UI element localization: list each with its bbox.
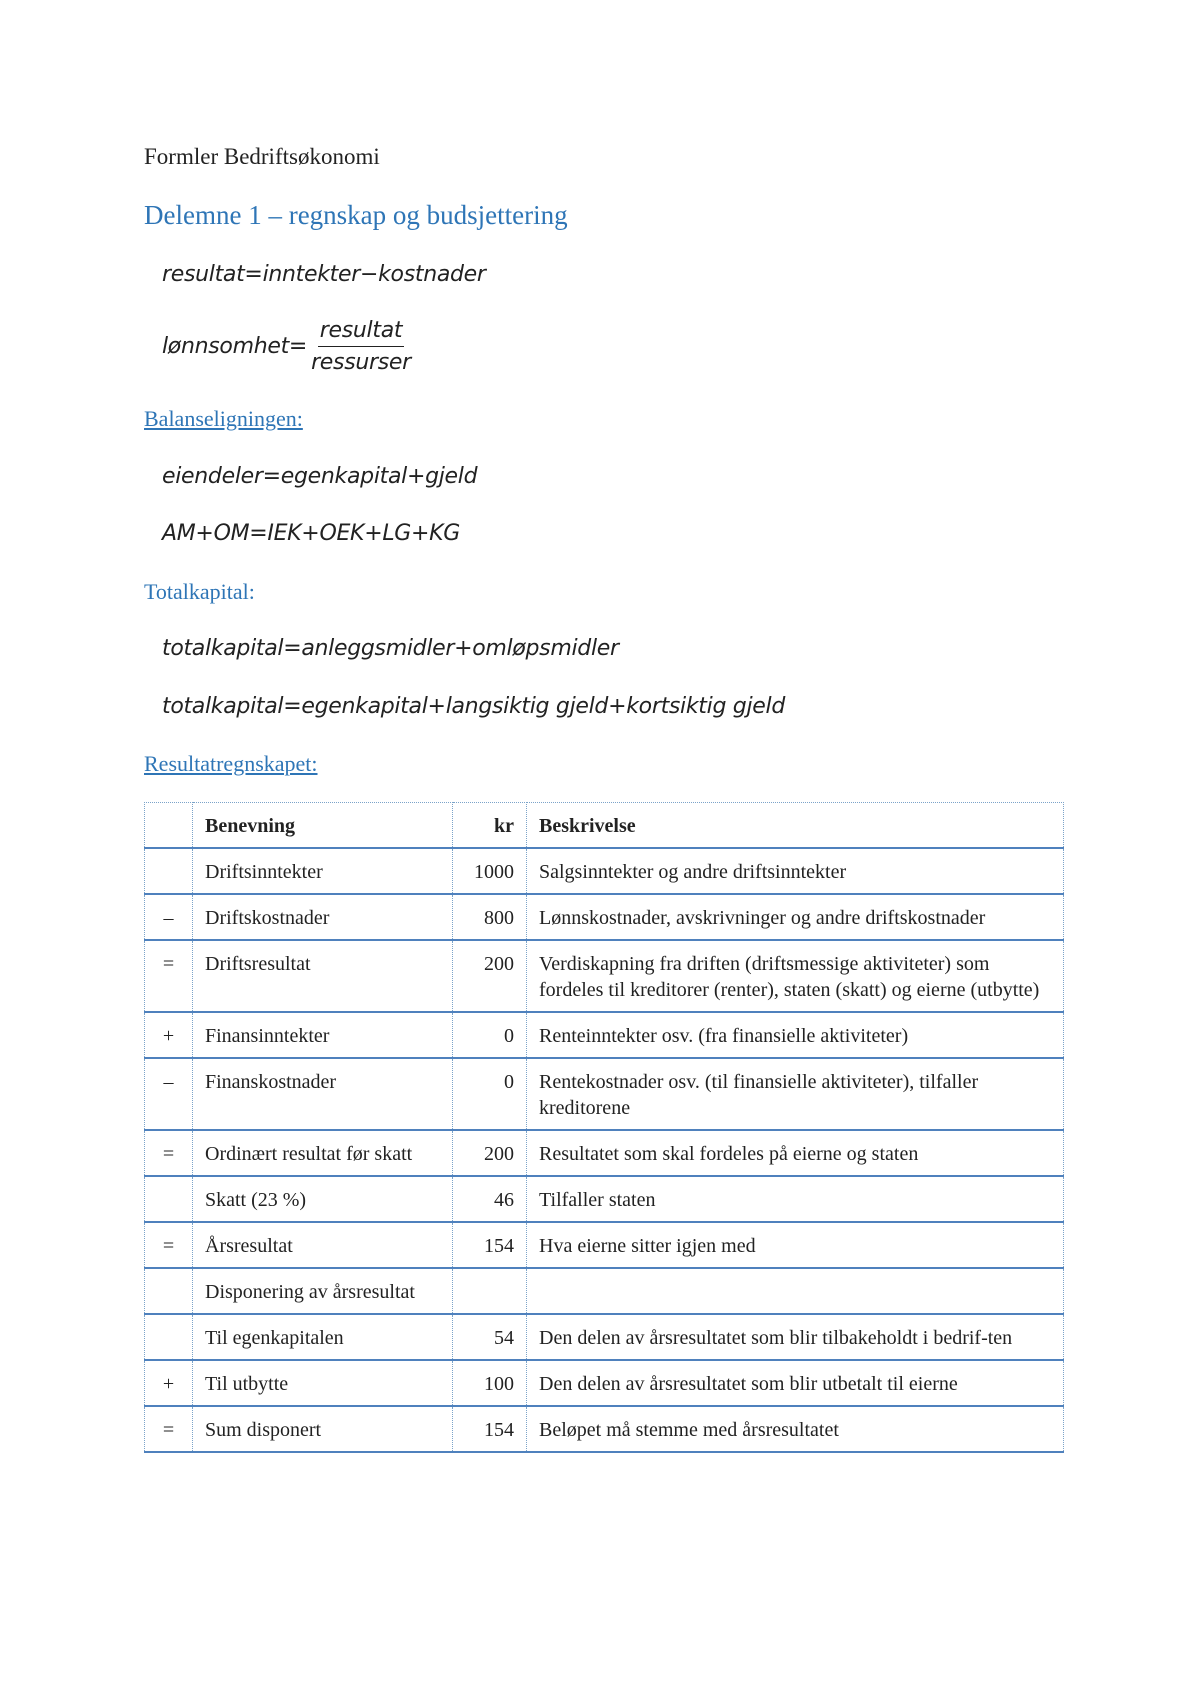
table-row — [145, 1360, 1064, 1406]
cell-beskrivelse: Rentekostnader osv. (til finansielle aktiviteter), tilfaller kreditorene — [527, 1058, 1064, 1130]
table-row — [145, 1406, 1064, 1452]
cell-operator: = — [145, 1406, 193, 1452]
cell-benevning: Til utbytte — [193, 1360, 453, 1406]
resultatregnskap-table — [144, 802, 1064, 1453]
cell-operator — [145, 1176, 193, 1222]
header-op — [145, 803, 193, 849]
cell-kr: 1000 — [453, 848, 527, 894]
cell-beskrivelse: Verdiskapning fra driften (driftsmessige aktiviteter) som fordeles til kreditorer (renter), staten (skatt) og eierne (utbytte) — [527, 940, 1064, 1012]
formula-balanse-1: eiendeler=egenkapital+gjeld — [162, 464, 478, 489]
cell-kr: 154 — [453, 1222, 527, 1268]
cell-operator — [145, 1268, 193, 1314]
cell-kr — [453, 1268, 527, 1314]
cell-kr: 800 — [453, 894, 527, 940]
table-row — [145, 1012, 1064, 1058]
table-row — [145, 1058, 1064, 1130]
cell-operator: = — [145, 1222, 193, 1268]
cell-beskrivelse: Den delen av årsresultatet som blir tilbakeholdt i bedrif-ten — [527, 1314, 1064, 1360]
subheading-balanse[interactable]: Balanseligningen: — [144, 406, 303, 431]
cell-kr: 46 — [453, 1176, 527, 1222]
cell-beskrivelse: Lønnskostnader, avskrivninger og andre driftskostnader — [527, 894, 1064, 940]
table-header-row — [145, 803, 1064, 849]
section-heading: Delemne 1 – regnskap og budsjettering — [144, 200, 568, 230]
fraction — [309, 318, 413, 375]
cell-kr: 154 — [453, 1406, 527, 1452]
cell-operator: = — [145, 1130, 193, 1176]
header-kr: kr — [453, 803, 527, 849]
cell-benevning: Disponering av årsresultat — [193, 1268, 453, 1314]
cell-beskrivelse: Tilfaller staten — [527, 1176, 1064, 1222]
table-row — [145, 894, 1064, 940]
fraction-denominator: ressurser — [311, 350, 411, 375]
formula-lonnsomhet — [162, 318, 413, 375]
cell-operator: + — [145, 1360, 193, 1406]
cell-benevning: Sum disponert — [193, 1406, 453, 1452]
cell-benevning: Til egenkapitalen — [193, 1314, 453, 1360]
header-beskrivelse: Beskrivelse — [527, 803, 1064, 849]
table-row — [145, 1130, 1064, 1176]
cell-benevning: Driftskostnader — [193, 894, 453, 940]
cell-operator: + — [145, 1012, 193, 1058]
cell-operator — [145, 1314, 193, 1360]
cell-operator: – — [145, 1058, 193, 1130]
cell-operator: = — [145, 940, 193, 1012]
formula-resultat: resultat=inntekter−kostnader — [162, 262, 486, 287]
formula-totalkapital-1: totalkapital=anleggsmidler+omløpsmidler — [162, 636, 619, 661]
table-row — [145, 940, 1064, 1012]
formula-lonnsomhet-lhs: lønnsomhet= — [162, 334, 308, 359]
cell-kr: 0 — [453, 1058, 527, 1130]
cell-kr: 200 — [453, 940, 527, 1012]
header-benevning: Benevning — [193, 803, 453, 849]
formula-totalkapital-2: totalkapital=egenkapital+langsiktig gjeld+kortsiktig gjeld — [162, 694, 785, 719]
cell-kr: 0 — [453, 1012, 527, 1058]
table-row — [145, 848, 1064, 894]
cell-beskrivelse — [527, 1268, 1064, 1314]
cell-operator — [145, 848, 193, 894]
formula-balanse-2: AM+OM=IEK+OEK+LG+KG — [162, 521, 461, 546]
page-title: Formler Bedriftsøkonomi — [144, 144, 380, 169]
cell-kr: 200 — [453, 1130, 527, 1176]
fraction-numerator: resultat — [318, 318, 404, 347]
cell-beskrivelse: Beløpet må stemme med årsresultatet — [527, 1406, 1064, 1452]
subheading-totalkapital: Totalkapital: — [144, 579, 255, 604]
cell-beskrivelse: Den delen av årsresultatet som blir utbetalt til eierne — [527, 1360, 1064, 1406]
subheading-resultatregnskap[interactable]: Resultatregnskapet: — [144, 751, 318, 776]
table-row — [145, 1222, 1064, 1268]
cell-benevning: Finansinntekter — [193, 1012, 453, 1058]
table-row — [145, 1268, 1064, 1314]
cell-beskrivelse: Resultatet som skal fordeles på eierne og staten — [527, 1130, 1064, 1176]
cell-benevning: Driftsinntekter — [193, 848, 453, 894]
cell-benevning: Driftsresultat — [193, 940, 453, 1012]
cell-kr: 54 — [453, 1314, 527, 1360]
cell-benevning: Finanskostnader — [193, 1058, 453, 1130]
cell-kr: 100 — [453, 1360, 527, 1406]
cell-beskrivelse: Renteinntekter osv. (fra finansielle aktiviteter) — [527, 1012, 1064, 1058]
cell-benevning: Årsresultat — [193, 1222, 453, 1268]
cell-beskrivelse: Hva eierne sitter igjen med — [527, 1222, 1064, 1268]
table-row — [145, 1314, 1064, 1360]
table-row — [145, 1176, 1064, 1222]
cell-operator: – — [145, 894, 193, 940]
cell-benevning: Skatt (23 %) — [193, 1176, 453, 1222]
cell-beskrivelse: Salgsinntekter og andre driftsinntekter — [527, 848, 1064, 894]
cell-benevning: Ordinært resultat før skatt — [193, 1130, 453, 1176]
